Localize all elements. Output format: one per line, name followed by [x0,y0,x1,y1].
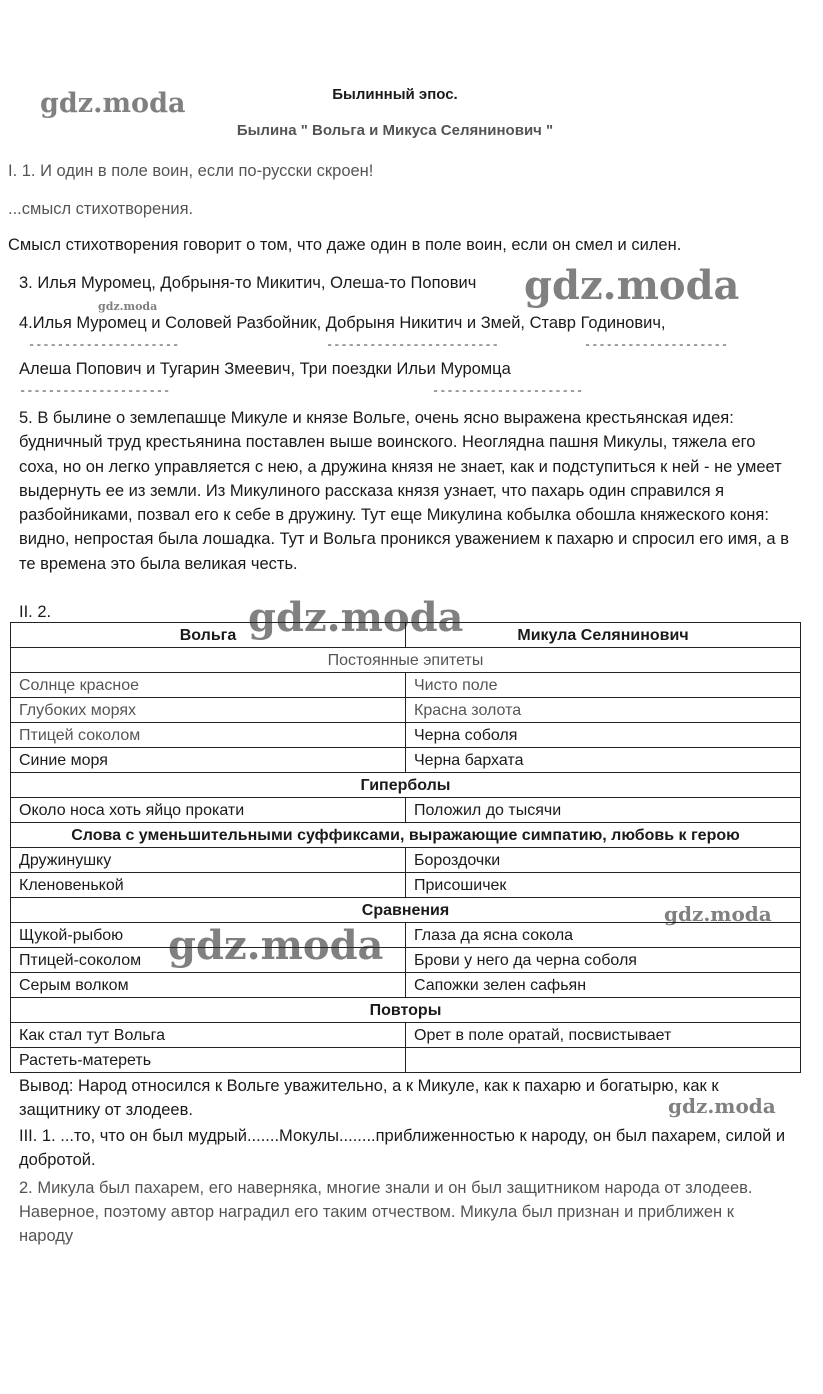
table-cell: Птицей соколом [11,723,406,748]
column-header-mikula: Микула Селянинович [406,623,801,648]
underline-dashes: ------------------------ [326,338,499,352]
table-cell: Брови у него да черна соболя [406,948,801,973]
watermark-logo: gdz.moda [668,1094,776,1118]
comparison-table [10,622,801,1073]
document-subtitle: Былина " Вольга и Микуса Селянинович " [236,122,554,139]
section-heading: Постоянные эпитеты [11,648,801,673]
table-row [11,698,801,723]
table-cell: Сапожки зелен сафьян [406,973,801,998]
watermark-logo: gdz.moda [248,594,464,641]
watermark-logo: gdz.moda [664,902,772,926]
underline-dashes: --------------------- [19,384,171,398]
table-cell: Растеть-матереть [11,1048,406,1073]
table-section-row [11,898,801,923]
table-cell: Глубоких морях [11,698,406,723]
underline-dashes: -------------------- [584,338,729,352]
answer-1-1: I. 1. И один в поле воин, если по-русски скроен! [8,162,374,180]
section-heading: Гиперболы [11,773,801,798]
table-row [11,1048,801,1073]
table-cell: Около носа хоть яйцо прокати [11,798,406,823]
underline-dashes: --------------------- [432,384,584,398]
table-cell: Чисто поле [406,673,801,698]
table-cell: Бороздочки [406,848,801,873]
table-section-row [11,648,801,673]
table-cell: Положил до тысячи [406,798,801,823]
table-header-row [11,623,801,648]
watermark-logo: gdz.moda [524,262,740,309]
table-cell: Красна золота [406,698,801,723]
watermark-logo: gdz.moda [168,922,384,969]
section-heading: Сравнения [11,898,801,923]
watermark-logo: gdz.moda [40,88,186,119]
table-row [11,873,801,898]
table-row [11,1023,801,1048]
table-cell: Черна соболя [406,723,801,748]
table-cell: Как стал тут Вольга [11,1023,406,1048]
table-row [11,798,801,823]
table-cell: Орет в поле оратай, посвистывает [406,1023,801,1048]
section-heading: Повторы [11,998,801,1023]
watermark-logo: gdz.moda [98,300,158,313]
table-cell: Дружинушку [11,848,406,873]
table-row [11,848,801,873]
answer-1-5: 5. В былине о землепашце Микуле и князе Вольге, очень ясно выражена крестьянская идея: будничный труд крестьянина поставлен выше воинского. Неоглядна пашня Микулы, тяжела его соха, но он легко управляется с нею, а дружина князя не знает, как и подступиться к ней - не умеет выдернуть ее из земли. Из Микулиного рассказа князя узнает, что пахарь один справился я разбойниками, позвал его к себе в дружину. Тут еще Микулина кобылка обошла княжеского коня: видно, непростая была лошадка. Тут и Вольга проникся уважением к пахарю и спросил его имя, а в те времена это была великая честь. [19,409,789,573]
table-cell: Синие моря [11,748,406,773]
table-cell: Серым волком [11,973,406,998]
table-cell: Присошичек [406,873,801,898]
answer-1-meaning: Смысл стихотворения говорит о том, что даже один в поле воин, если он смел и силен. [8,236,682,254]
table-section-row [11,823,801,848]
table-row [11,973,801,998]
table-cell: Щукой-рыбою [11,923,406,948]
answer-1-3: 3. Илья Муромец, Добрыня-то Микитич, Олеша-то Попович [19,274,477,292]
table-section-row [11,773,801,798]
table-row [11,923,801,948]
table-row [11,673,801,698]
document-title: Былинный эпос. [332,86,458,103]
answer-1-4: 4.Илья Муромец и Соловей Разбойник, Добрыня Никитич и Змей, Ставр Годинович, [19,314,666,332]
table-cell: Глаза да ясна сокола [406,923,801,948]
table-cell: Солнце красное [11,673,406,698]
answer-1-2: ...смысл стихотворения. [8,200,194,218]
section-heading: Слова с уменьшительными суффиксами, выражающие симпатию, любовь к герою [11,823,801,848]
table-row [11,748,801,773]
table-cell: Кленовенькой [11,873,406,898]
conclusion-text: Вывод: Народ относился к Вольге уважительно, а к Микуле, как к пахарю и богатырю, как к защитнику от злодеев. [19,1077,719,1119]
table-cell [406,1048,801,1073]
answer-3-1: III. 1. ...то, что он был мудрый.......Мокулы........приближенностью к народу, он был пахарем, силой и добротой. [19,1127,786,1169]
answer-3-2: 2. Микула был пахарем, его наверняка, многие знали и он был защитником народа от злодеев. Наверное, поэтому автор наградил его таким отчеством. Микула был признан и приближен к народу [19,1179,753,1245]
table-section-row [11,998,801,1023]
table-row [11,723,801,748]
table-row [11,948,801,973]
answer-1-4-cont: Алеша Попович и Тугарин Змеевич, Три поездки Ильи Муромца [19,360,511,378]
table-cell: Птицей-соколом [11,948,406,973]
underline-dashes: --------------------- [28,338,180,352]
section-2-label: II. 2. [19,603,52,621]
column-header-volga: Вольга [11,623,406,648]
table-cell: Черна бархата [406,748,801,773]
